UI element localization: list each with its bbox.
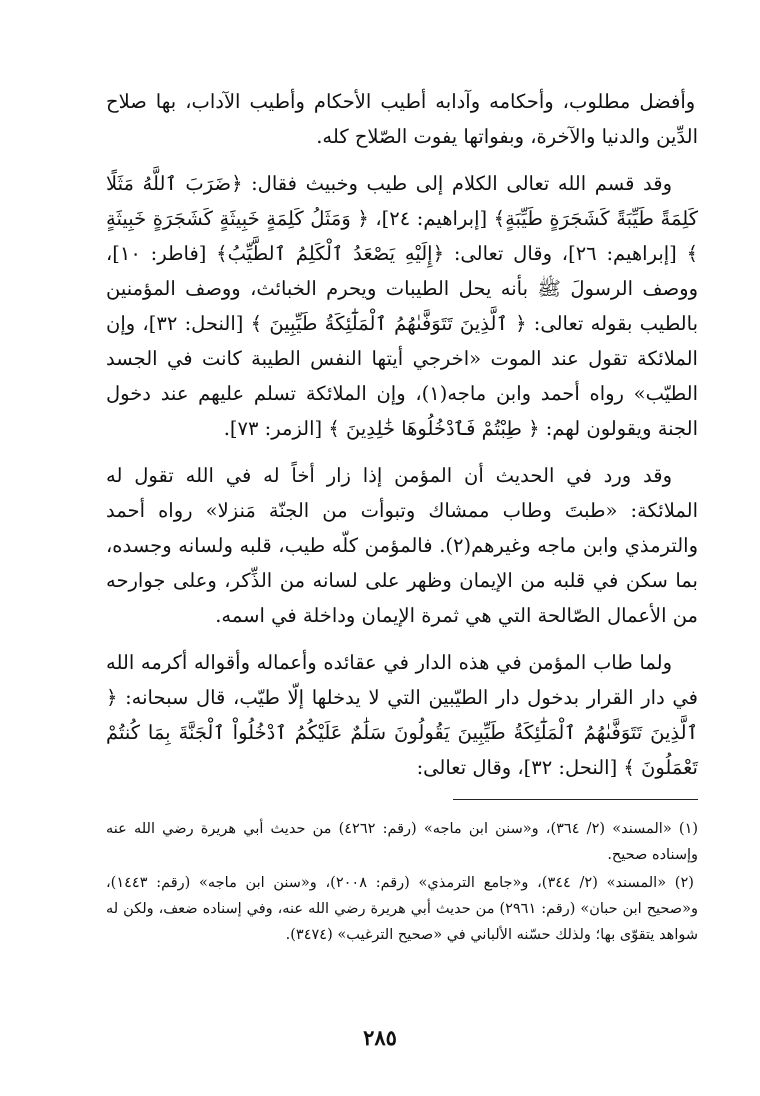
paragraph-3	[106, 458, 698, 633]
text-line: لسانه من الذِّكر، وعلى جوارحه من الأعمال الصّالحة التي هي ثمرة الإيمان وداخلة	[106, 569, 698, 627]
footnote-divider	[453, 799, 698, 800]
text-line: بدخول دار الطيّبين التي لا يدخلها إلّا طيّب، قال سبحانه: ﴿ ٱلَّذِينَ تَتَوَفَّىٰهُمُ ٱلْمَلَٰٓئِكَةُ	[106, 686, 698, 744]
text-line: «اخرجي أيتها النفس الطيبة كانت في الجسد الطيّب» رواه أحمد وابن ماجه(١)، وإن	[106, 347, 698, 405]
main-text	[106, 84, 698, 797]
paragraph-1	[106, 84, 698, 154]
text-line: طَيِّبِينَ يَقُولُونَ سَلَٰمٌ عَلَيْكُمُ ٱدْخُلُواْ ٱلْجَنَّةَ بِمَا كُنتُمْ تَعْمَلُونَ ﴾ [النحل: ٣٢]، وقال تعالى:	[106, 721, 698, 779]
text-line: طَيِّبَةً كَشَجَرَةٍ طَيِّبَةٍ﴾ [إبراهيم: ٢٤]، ﴿ وَمَثَلُ كَلِمَةٍ خَبِيثَةٍ كَشَجَرَةٍ خَبِيثَةٍ ﴾	[106, 207, 699, 265]
text-line: وقد قسم الله تعالى الكلام إلى طيب وخبيث فقال: ﴿ضَرَبَ ٱللَّهُ مَثَلًا كَلِمَةً	[106, 172, 698, 230]
text-line: وطاب ممشاك وتبوأت من الجنّة مَنزلا» رواه أحمد والترمذي وابن ماجه وغيرهم(٢).	[106, 499, 698, 557]
footnote-line: ولكن له شواهد يتقوّى بها؛ ولذلك حسّنه الألباني في «صحيح الترغيب» (٣٤٧٤).	[106, 901, 698, 943]
text-line: [إبراهيم: ٢٦]، وقال تعالى: ﴿إِلَيْهِ يَصْعَدُ ٱلْكَلِمُ ٱلطَّيِّبُ﴾ [فاطر: ١٠]، ووصف	[106, 242, 698, 300]
text-line: الرسولَ ﷺ بأنه يحل الطيبات ويحرم الخبائث، ووصف المؤمنين بالطيب بقوله	[106, 277, 698, 335]
paragraph-4	[106, 645, 698, 785]
text-line: الملائكة تسلم عليهم عند دخول الجنة ويقولون لهم: ﴿ طِبْتُمْ فَٱدْخُلُوهَا خَٰلِدِينَ ﴾	[106, 382, 698, 440]
text-line: [الزمر: ٧٣].	[223, 417, 323, 440]
text-line: وقد ورد في الحديث أن المؤمن إذا زار أخاً له في الله تقول له الملائكة: «طبتَ	[106, 464, 699, 522]
footnote-2	[106, 870, 698, 948]
text-line: ولما طاب المؤمن في هذه الدار في عقائده وأعماله وأقواله أكرمه الله في دار القرار	[106, 651, 698, 709]
footnotes	[106, 816, 698, 950]
text-line: الدِّين والدنيا والآخرة، وبفواتها يفوت الصّلاح كله.	[316, 125, 698, 148]
text-line: في اسمه.	[215, 604, 297, 627]
page-number: ٢٨٥	[363, 1025, 397, 1050]
footnote-line: (١) «المسند» (٢/ ٣٦٤)، و«سنن ابن ماجه» (رقم: ٤٢٦٢) من حديث أبي هريرة رضي الله عنه وإسناده	[106, 821, 699, 863]
footnote-1	[106, 816, 698, 868]
text-line: تعالى: ﴿ ٱلَّذِينَ تَتَوَفَّىٰهُمُ ٱلْمَلَٰٓئِكَةُ طَيِّبِينَ ﴾ [النحل: ٣٢]، وإن الملائكة تقول عند الموت	[106, 312, 698, 370]
paragraph-2	[106, 166, 698, 446]
text-line: وأفضل مطلوب، وأحكامه وآدابه أطيب الأحكام وأطيب الآداب، بها صلاح	[106, 90, 696, 113]
footnote-line: صحيح.	[607, 847, 648, 863]
text-line: فالمؤمن كلّه طيب، قلبه ولسانه وجسده، بما سكن في قلبه من الإيمان وظهر على	[106, 534, 698, 592]
footnote-line: (٢) «المسند» (٢/ ٣٤٤)، و«جامع الترمذي» (رقم: ٢٠٠٨)، و«سنن ابن ماجه» (رقم: ١٤٤٣)،	[106, 875, 694, 891]
footnote-line: و«صحيح ابن حبان» (رقم: ٢٩٦١) من حديث أبي هريرة رضي الله عنه، وفي إسناده ضعف،	[153, 901, 698, 917]
